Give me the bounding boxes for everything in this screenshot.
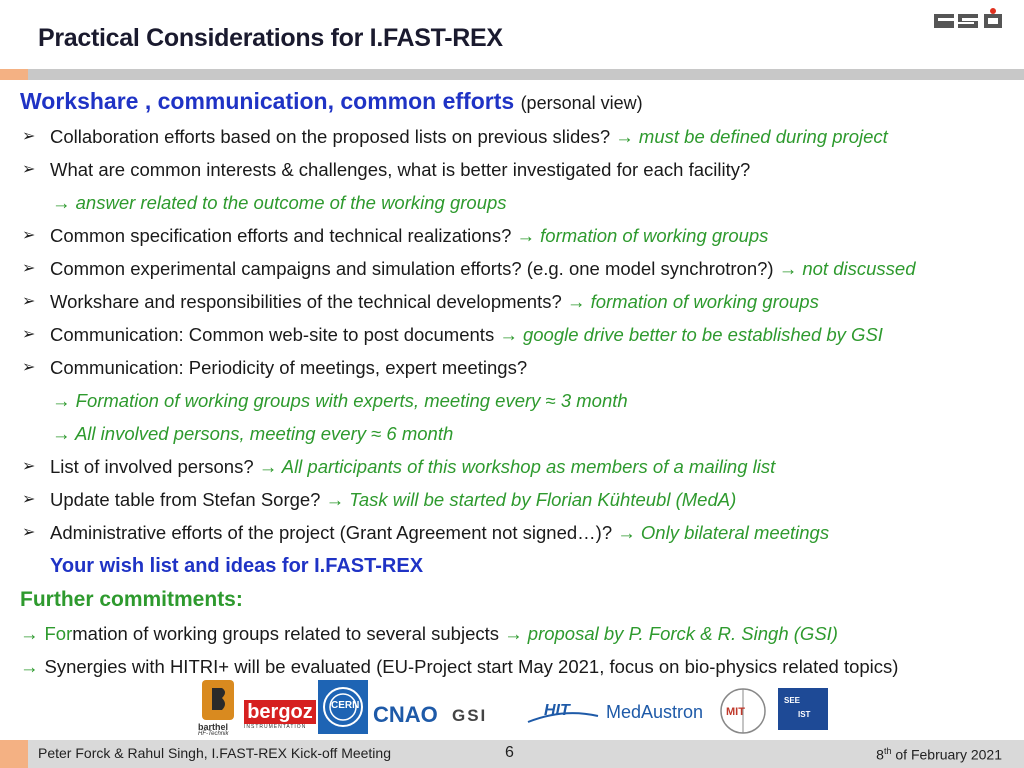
- heading-note: (personal view): [520, 93, 643, 113]
- slide-title: Practical Considerations for I.FAST-REX: [38, 24, 503, 52]
- title-divider: [0, 69, 1024, 80]
- arrow-bullet-icon: ➢: [22, 260, 36, 277]
- medaustron-logo: MedAustron: [606, 702, 704, 722]
- list-item-answer: → All involved persons, meeting every ≈ 6 month: [52, 423, 454, 444]
- page-number: 6: [505, 744, 514, 761]
- footer-accent: [0, 740, 28, 768]
- list-item: ➢ What are common interests & challenges, what is better investigated for each facility?: [20, 153, 1024, 186]
- barthel-logo: barthel HF-Technik: [196, 678, 240, 738]
- arrow-bullet-icon: ➢: [22, 293, 36, 310]
- list-item-answer: → answer related to the outcome of the working groups: [52, 192, 507, 213]
- further-item: → Formation of working groups related to several subjects → proposal by P. Forck & R. Singh (GSI): [20, 623, 838, 644]
- hit-logo: HIT: [526, 700, 600, 730]
- arrow-bullet-icon: ➢: [22, 491, 36, 508]
- footer-date: 8th of February 2021: [876, 746, 1002, 763]
- arrow-bullet-icon: ➢: [22, 359, 36, 376]
- section-heading: Workshare , communication, common efforts (personal view): [20, 88, 643, 114]
- list-item: ➢ Communication: Periodicity of meetings, expert meetings?: [20, 351, 1024, 384]
- gsi-logo-icon: [930, 8, 1006, 32]
- partner-logos: [196, 678, 836, 738]
- arrow-bullet-icon: ➢: [22, 161, 36, 178]
- arrow-bullet-icon: ➢: [22, 458, 36, 475]
- wish-list-heading: Your wish list and ideas for I.FAST-REX: [50, 555, 424, 577]
- list-item: ➢ Common experimental campaigns and simulation efforts? (e.g. one model synchrotron?) → not discussed: [20, 252, 1024, 285]
- list-item: ➢ Collaboration efforts based on the proposed lists on previous slides? → must be defined during project: [20, 120, 1024, 153]
- list-item: ➢ Administrative efforts of the project (Grant Agreement not signed…)? → Only bilateral meetings: [20, 516, 1024, 549]
- list-item: ➢ Workshare and responsibilities of the technical developments? → formation of working groups: [20, 285, 1024, 318]
- barthel-logo-icon: [196, 678, 240, 724]
- seeiist-logo: SEE IST: [778, 688, 828, 730]
- list-item: ➢ Update table from Stefan Sorge? → Task will be started by Florian Kühteubl (MedA): [20, 483, 1024, 516]
- bergoz-logo: bergoz INSTRUMENTATION: [244, 700, 316, 732]
- cnao-logo: CNAO: [373, 702, 438, 727]
- cern-logo: CERN: [318, 680, 368, 734]
- footer-authors: Peter Forck & Rahul Singh, I.FAST-REX Kick-off Meeting: [38, 745, 391, 761]
- list-item: ➢ Common specification efforts and technical realizations? → formation of working groups: [20, 219, 1024, 252]
- list-item: ➢ List of involved persons? → All participants of this workshop as members of a mailing list: [20, 450, 1024, 483]
- slide-content: [20, 84, 1024, 683]
- mit-logo: MIT: [718, 686, 768, 736]
- arrow-bullet-icon: ➢: [22, 227, 36, 244]
- arrow-icon: →: [20, 656, 39, 677]
- list-item-answer: → Formation of working groups with experts, meeting every ≈ 3 month: [52, 390, 628, 411]
- arrow-icon: →: [20, 623, 39, 644]
- arrow-bullet-icon: ➢: [22, 524, 36, 541]
- further-heading: Further commitments:: [20, 588, 243, 611]
- arrow-bullet-icon: ➢: [22, 128, 36, 145]
- arrow-bullet-icon: ➢: [22, 326, 36, 343]
- further-item: → Synergies with HITRI+ will be evaluated (EU-Project start May 2021, focus on bio-physics related topics): [20, 656, 899, 677]
- list-item: ➢ Communication: Common web-site to post documents → google drive better to be established by GSI: [20, 318, 1024, 351]
- gsi-partner-logo: GSI: [452, 706, 488, 725]
